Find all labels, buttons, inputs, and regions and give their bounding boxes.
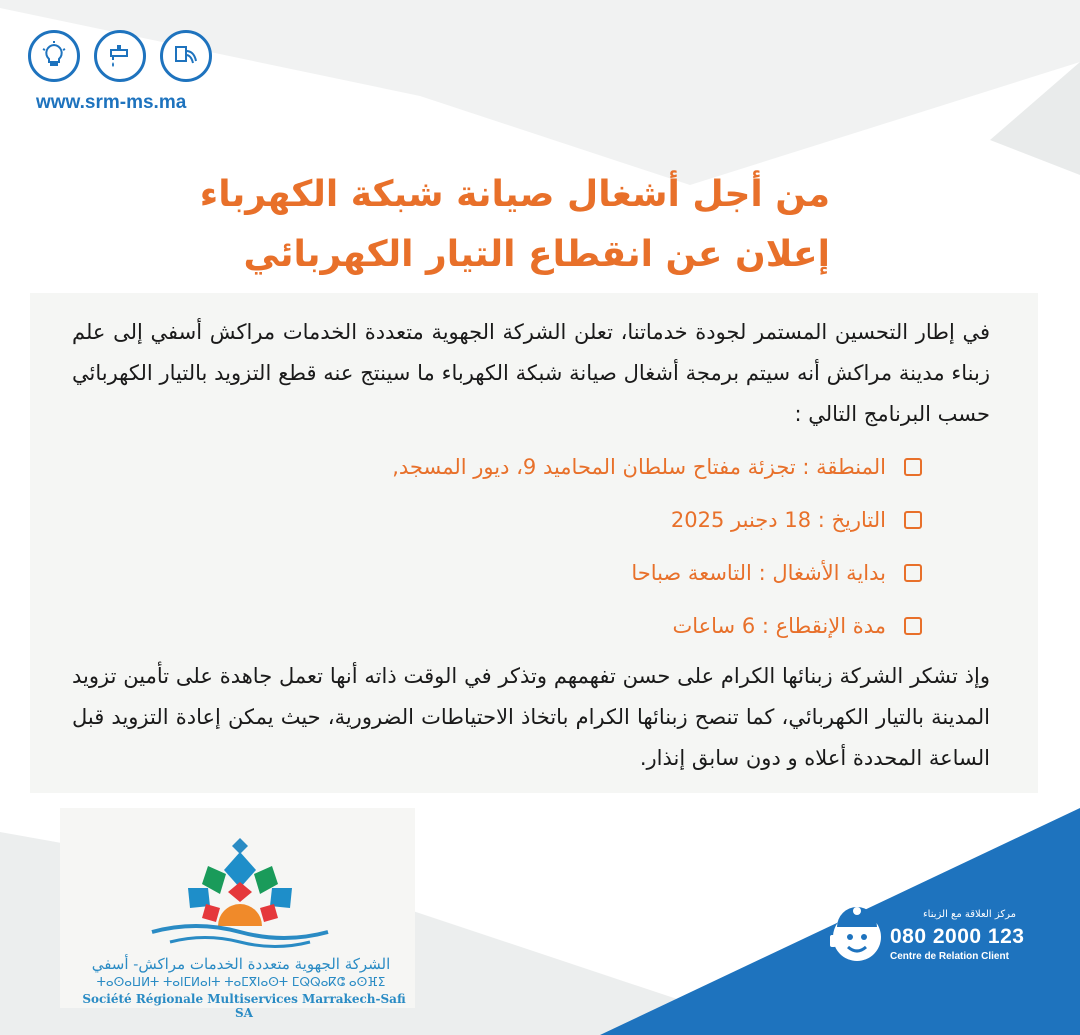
checkbox-icon [904, 458, 922, 476]
start-text: بداية الأشغال : التاسعة صباحا [631, 560, 886, 585]
logo-tifinagh-name: ⵜⴰⵙⴰⵡⵍⵜ ⵜⴰⵏⵎⵍⴰⵏⵜ ⵜⴰⵎⴳⵏⴰⵙⵜ ⵎⵕⵕⴰⴽⵛ ⴰⵙⴼⵉ [96, 975, 386, 989]
date-text: التاريخ : 18 دجنبر 2025 [670, 507, 886, 532]
title-line-1: من أجل أشغال صيانة شبكة الكهرباء [199, 174, 830, 215]
schedule-list [392, 440, 922, 652]
lightbulb-icon [28, 30, 80, 82]
logo-arabic-name: الشركة الجهوية متعددة الخدمات مراكش- أسفي [91, 955, 391, 973]
checkbox-icon [904, 564, 922, 582]
sewer-pipe-icon [160, 30, 212, 82]
list-item-zone [392, 440, 922, 493]
intro-paragraph: في إطار التحسين المستمر لجودة خدماتنا، تعلن الشركة الجهوية متعددة الخدمات مراكش أسفي إلى علم زبناء مدينة مراكش أنه سيتم برمجة أشغال صيانة شبكة الكهرباء ما سينتج عنه قطع التزويد بالتيار الكهربائي حسب البرنامج التالي : [72, 320, 990, 426]
call-center-label: Centre de Relation Client [890, 951, 1009, 962]
water-tap-icon [94, 30, 146, 82]
call-center-block [826, 893, 1026, 973]
logo-french-name: Société Régionale Multiservices Marrakech-Safi SA [82, 992, 406, 1020]
list-item-duration [392, 599, 922, 652]
service-icons [28, 30, 228, 82]
call-center-number[interactable]: 080 2000 123 [890, 925, 1025, 948]
list-item-start [392, 546, 922, 599]
website-link[interactable]: www.srm-ms.ma [36, 92, 187, 113]
closing-paragraph: وإذ تشكر الشركة زبنائها الكرام على حسن تفهمهم وتذكر في الوقت ذاته أنها تعمل جاهدة على تأمين تزويد المدينة بالتيار الكهربائي، كما تنصح زبنائها الكرام باتخاذ الاحتياطات الضرورية، حيث يمكن إعادة التزويد قبل الساعة المحددة أعلاه و دون سابق إنذار. [72, 664, 990, 770]
announcement-title [140, 165, 830, 285]
helmet-mascot-icon [826, 893, 888, 973]
checkbox-icon [904, 511, 922, 529]
title-line-2: إعلان عن انقطاع التيار الكهربائي [243, 234, 830, 275]
list-item-date [392, 493, 922, 546]
header [28, 30, 228, 114]
zone-text: المنطقة : تجزئة مفتاح سلطان المحاميد 9، ديور المسجد, [392, 454, 886, 479]
checkbox-icon [904, 617, 922, 635]
call-center-arabic: مركز العلاقة مع الزبناء [922, 909, 1016, 920]
company-logo-icon [60, 808, 415, 958]
duration-text: مدة الإنقطاع : 6 ساعات [672, 613, 886, 638]
